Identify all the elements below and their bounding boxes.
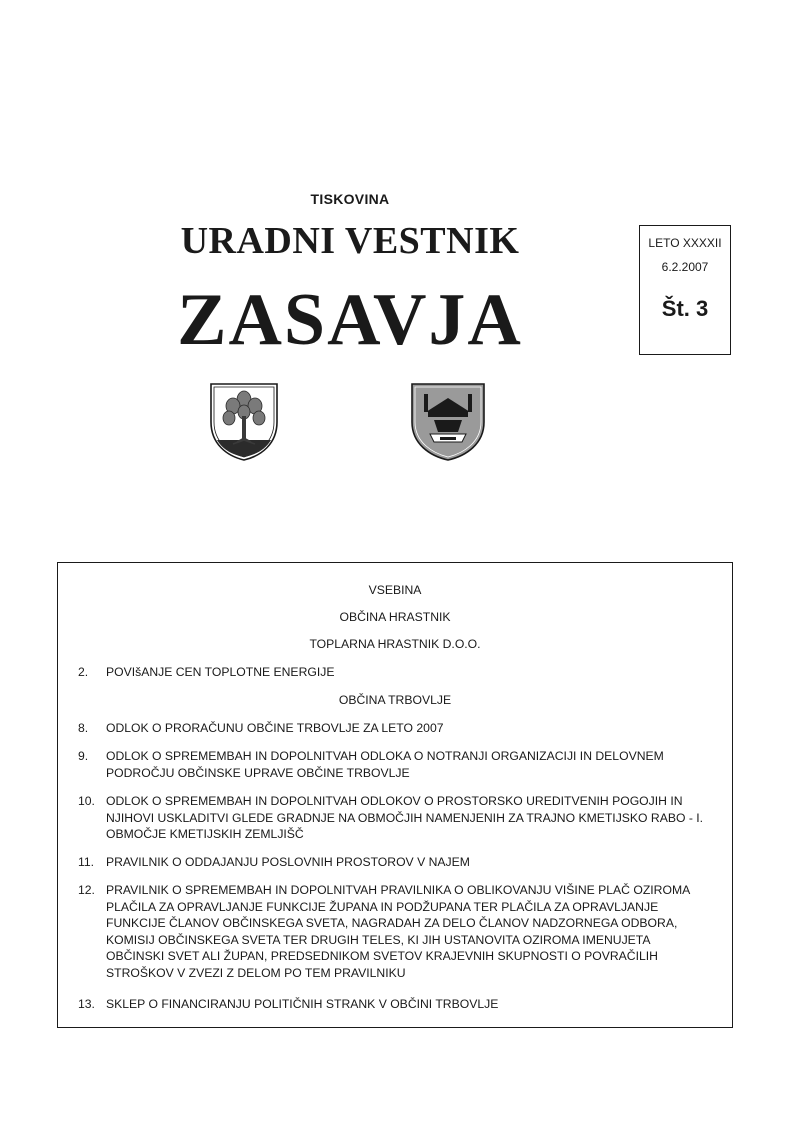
contents-entry — [78, 854, 708, 871]
entry-number: 2. — [78, 665, 89, 679]
entry-number: 12. — [78, 883, 95, 897]
entry-text: PRAVILNIK O ODDAJANJU POSLOVNIH PROSTOROV V NAJEM — [106, 855, 470, 869]
contents-entry — [78, 720, 708, 737]
mine-tower-crest-icon — [410, 382, 486, 462]
table-of-contents — [57, 562, 733, 1028]
issue-year: LETO XXXXII — [648, 236, 722, 250]
contents-entry — [78, 882, 708, 981]
entry-number: 11. — [78, 855, 95, 869]
entry-number: 9. — [78, 749, 89, 763]
entry-text: ODLOK O SPREMEMBAH IN DOPOLNITVAH ODLOKOV O PROSTORSKO UREDITVENIH POGOJIH IN NJIHOVI USKLADITVI GLEDE GRADNJE NA OBMOČJIH NAMENJENIH ZA TRAJNO KMETIJSKO RABO - I. OBMOČJE KMETIJSKIH ZEMLJIŠČ — [106, 794, 704, 841]
entry-number: 13. — [78, 997, 95, 1011]
publication-kicker: TISKOVINA — [310, 191, 390, 207]
contents-heading: VSEBINA — [368, 583, 422, 597]
entry-text: ODLOK O SPREMEMBAH IN DOPOLNITVAH ODLOKA O NOTRANJI ORGANIZACIJI IN DELOVNEM PODROČJU OBČINSKE UPRAVE OBČINE TRBOVLJE — [106, 749, 664, 780]
municipality-hrastnik-heading: OBČINA HRASTNIK — [339, 610, 451, 624]
entry-text: ODLOK O PRORAČUNU OBČINE TRBOVLJE ZA LETO 2007 — [106, 721, 444, 735]
contents-entry — [78, 996, 708, 1013]
issue-number: Št. 3 — [661, 296, 709, 321]
organization-heading: TOPLARNA HRASTNIK D.O.O. — [309, 637, 481, 651]
entry-text: SKLEP O FINANCIRANJU POLITIČNIH STRANK V OBČINI TRBOVLJE — [106, 997, 499, 1011]
issue-info-box — [639, 225, 731, 355]
entry-text: PRAVILNIK O SPREMEMBAH IN DOPOLNITVAH PRAVILNIKA O OBLIKOVANJU VIŠINE PLAČ OZIROMA PLAČILA ZA OPRAVLJANJE FUNKCIJE ŽUPANA IN PODŽUPANA TER PLAČILA ZA OPRAVLJANJE FUNKCIJE ČLANOV OBČINSKEGA SVETA, NAGRADAH ZA DELO ČLANOV NADZORNEGA ODBORA, KOMISIJ OBČINSKEGA SVETA TER DRUGIH TELES, KI JIH USTANOVITA OZIROMA IMENUJETA OBČINSKI SVET ALI ŽUPAN, PREDSEDNIKOM SVETOV KRAJEVNIH SKUPNOSTI O POVRAČILIH STROŠKOV V ZVEZI Z DELOM PO TEM PRAVILNIKU — [106, 883, 690, 980]
entry-text: POVIšANJE CEN TOPLOTNE ENERGIJE — [106, 665, 335, 679]
publication-region-title: ZASAVJA — [177, 279, 523, 361]
contents-entry — [78, 793, 708, 843]
entry-number: 10. — [78, 794, 95, 808]
contents-entry — [78, 748, 708, 781]
publication-title: URADNI VESTNIK — [180, 220, 520, 262]
oak-tree-crest-icon — [209, 382, 279, 462]
municipality-trbovlje-heading: OBČINA TRBOVLJE — [338, 693, 452, 707]
contents-entry — [78, 664, 708, 681]
issue-date: 6.2.2007 — [661, 260, 709, 274]
entry-number: 8. — [78, 721, 89, 735]
